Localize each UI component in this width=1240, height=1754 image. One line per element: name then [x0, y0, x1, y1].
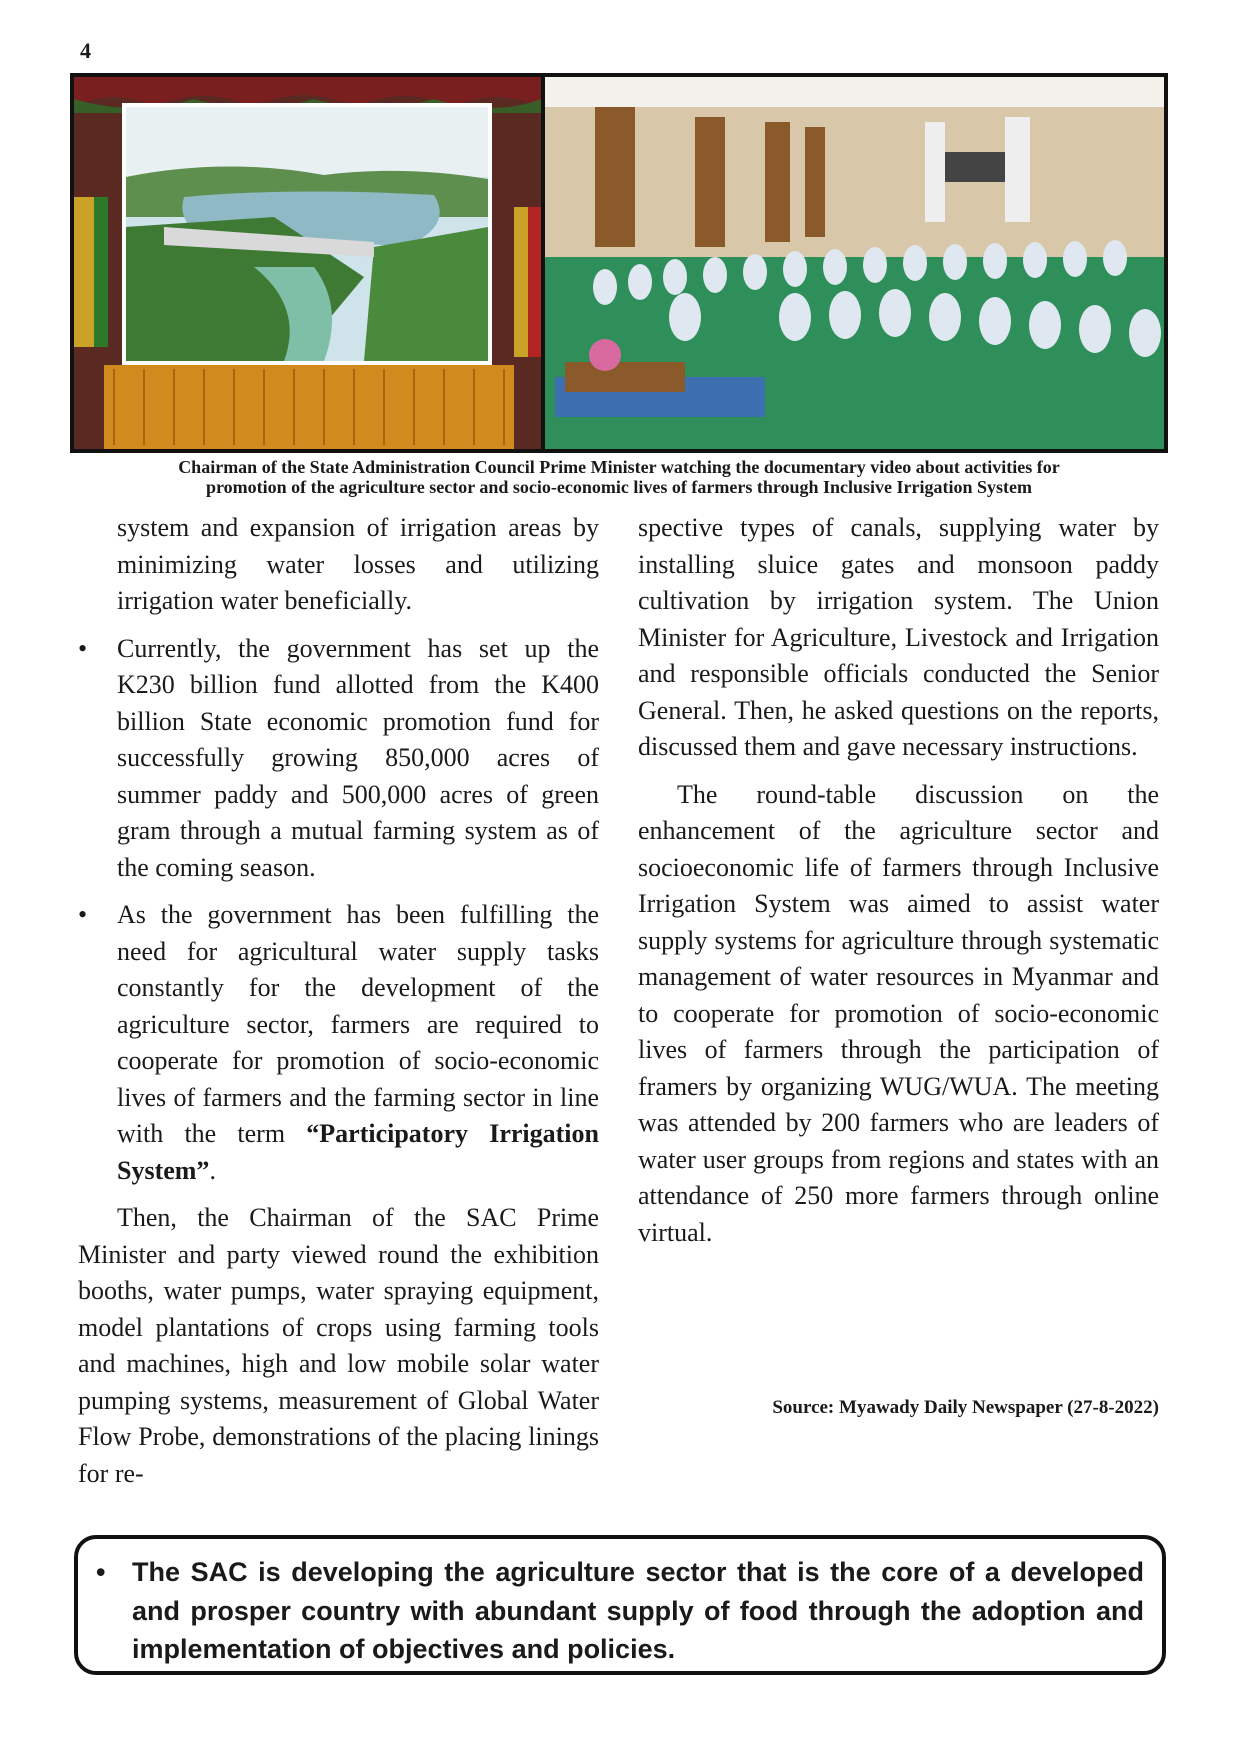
callout-text: The SAC is developing the agriculture sector that is the core of a developed and prosper country with abundant supply of food through the adoption and implementation of objectives and policies.	[132, 1557, 1144, 1664]
dam-screen-illustration	[74, 77, 541, 449]
page-number: 4	[80, 38, 91, 63]
bullet-dot: •	[78, 633, 88, 663]
bullet-fund-text: Currently, the government has set up the K230 billion fund allotted from the K400 billion State economic promotion fund for successfully growing 850,000 acres of summer paddy and 500,000 acres of green gram through a mutual farming system as of the coming season.	[117, 633, 599, 882]
caption-line-2: promotion of the agriculture sector and socio-economic lives of farmers through Inclusive Irrigation System	[205, 477, 1033, 497]
right-paragraph-2: The round-table discussion on the enhancement of the agriculture sector and socioeconomic life of farmers through Inclusive Irrigation System was aimed to assist water supply systems for agriculture through systematic management of water resources in Myanmar and to cooperate for promotion of socio-economic lives of farmers through the participation of framers by organizing WUG/WUA. The meeting was attended by 200 farmers who are leaders of water user groups from regions and states with an attendance of 250 more farmers through online virtual.	[638, 779, 1159, 1247]
photo-collage	[70, 73, 1168, 453]
caption-line-1: Chairman of the State Administration Council Prime Minister watching the documentary video about activities for	[178, 457, 1060, 477]
bullet-participatory-text: As the government has been fulfilling the need for agricultural water supply tasks constantly for the development of the agriculture sector, farmers are required to cooperate for promotion of socio-economic lives of farmers and the farming sector in line with the term	[117, 900, 599, 1148]
callout-bullet: •	[96, 1557, 106, 1587]
photo-caption	[70, 457, 1168, 497]
bullet-dot: •	[78, 900, 88, 929]
bullet-participatory-end: .	[209, 1155, 216, 1185]
bullet-item-fund	[78, 631, 599, 887]
left-column	[78, 510, 599, 1492]
right-column	[638, 510, 1159, 1251]
hall-audience-illustration	[545, 77, 1164, 449]
photo-screen-dam-video	[74, 77, 541, 449]
left-paragraph-2: Then, the Chairman of the SAC Prime Minister and party viewed round the exhibition booths, water pumps, water spraying equipment, model plantations of crops using farming tools and machines, high and low mobile solar water pumping systems, measurement of Global Water Flow Probe, demonstrations of the placing linings for re-	[78, 1203, 599, 1488]
left-paragraph-1: system and expansion of irrigation areas by minimizing water losses and utilizing irrigation water beneficially.	[117, 513, 599, 615]
photo-audience-hall	[545, 77, 1164, 449]
callout-box	[74, 1535, 1166, 1675]
source-citation: Source: Myawady Daily Newspaper (27-8-2022)	[772, 1397, 1159, 1418]
bullet-item-participatory	[78, 897, 599, 1189]
participatory-term: “Participatory Irrigation System”	[117, 1119, 599, 1185]
right-paragraph-1: spective types of canals, supplying water by installing sluice gates and monsoon paddy cultivation by irrigation system. The Union Minister for Agriculture, Livestock and Irrigation and responsible officials conducted the Senior General. Then, he asked questions on the reports, discussed them and gave necessary instructions.	[638, 513, 1159, 761]
